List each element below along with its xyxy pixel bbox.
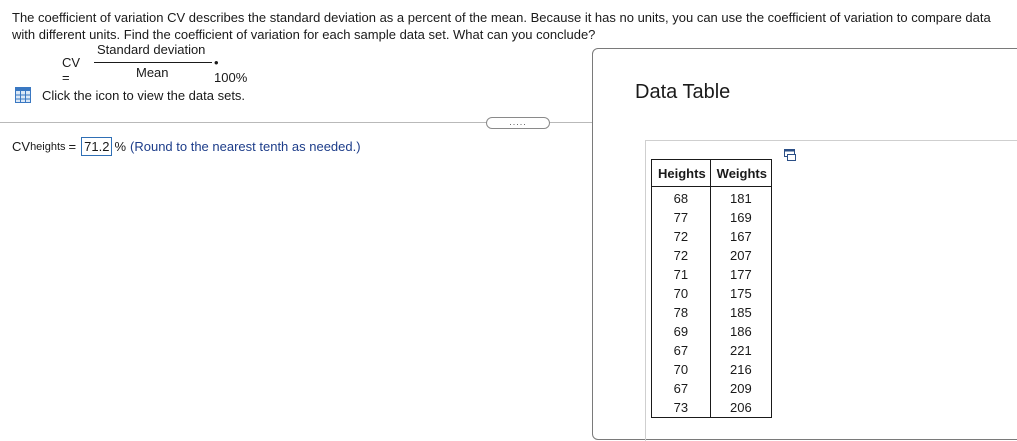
weight-cell: 185	[710, 303, 771, 322]
view-data-sets-text: Click the icon to view the data sets.	[42, 87, 246, 103]
table-row	[652, 187, 772, 209]
formula-cv-label: CV =	[62, 55, 81, 85]
height-cell: 69	[652, 322, 711, 341]
height-cell: 68	[652, 187, 711, 209]
header-heights: Heights	[652, 160, 711, 187]
equals-sign: =	[68, 139, 77, 154]
weight-cell: 177	[710, 265, 771, 284]
table-row	[652, 322, 772, 341]
table-row	[652, 398, 772, 418]
table-row	[652, 246, 772, 265]
height-cell: 70	[652, 360, 711, 379]
height-cell: 67	[652, 341, 711, 360]
formula-numerator: Standard deviation	[97, 42, 206, 57]
table-row	[652, 341, 772, 360]
percent-sign: %	[114, 139, 127, 154]
height-cell: 71	[652, 265, 711, 284]
grid-icon[interactable]	[15, 87, 31, 103]
weight-cell: 186	[710, 322, 771, 341]
data-table-panel	[592, 48, 1017, 440]
header-weights: Weights	[710, 160, 771, 187]
formula-multiplier: • 100%	[214, 55, 248, 85]
weight-cell: 175	[710, 284, 771, 303]
weight-cell: 167	[710, 227, 771, 246]
weight-cell: 209	[710, 379, 771, 398]
table-row	[652, 379, 772, 398]
table-row	[652, 227, 772, 246]
cv-subscript: heights	[30, 140, 66, 153]
answer-row	[12, 137, 361, 156]
height-cell: 72	[652, 246, 711, 265]
rounding-hint: (Round to the nearest tenth as needed.)	[130, 139, 361, 154]
table-row	[652, 303, 772, 322]
view-data-sets-link[interactable]	[15, 87, 245, 103]
weight-cell: 206	[710, 398, 771, 418]
answer-input[interactable]: 71.2	[81, 137, 112, 156]
weight-cell: 181	[710, 187, 771, 209]
question-text: The coefficient of variation CV describes the standard deviation as a percent of the mean. Because it has no units, you can use the coefficient of variation to compare data with different units. Find the coefficient of variation for each sample data set. What can you conclude?	[12, 10, 991, 42]
table-row	[652, 265, 772, 284]
table-row	[652, 284, 772, 303]
height-cell: 67	[652, 379, 711, 398]
copy-icon[interactable]	[784, 149, 797, 161]
height-cell: 77	[652, 208, 711, 227]
weight-cell: 207	[710, 246, 771, 265]
height-cell: 78	[652, 303, 711, 322]
weight-cell: 169	[710, 208, 771, 227]
data-table	[651, 159, 772, 418]
fraction-bar	[94, 62, 212, 63]
table-row	[652, 208, 772, 227]
height-cell: 73	[652, 398, 711, 418]
table-row	[652, 360, 772, 379]
cv-prefix: CV	[12, 139, 31, 154]
height-cell: 72	[652, 227, 711, 246]
panel-title: Data Table	[635, 81, 731, 103]
expand-button[interactable]: .....	[486, 117, 550, 129]
formula-denominator: Mean	[136, 65, 169, 80]
height-cell: 70	[652, 284, 711, 303]
weight-cell: 216	[710, 360, 771, 379]
weight-cell: 221	[710, 341, 771, 360]
